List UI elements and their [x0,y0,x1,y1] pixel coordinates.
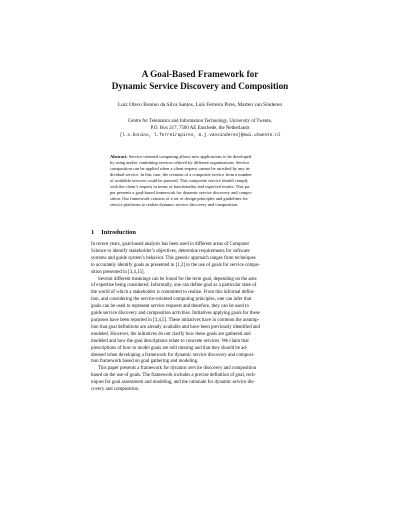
abstract-line: with the client’s request in terms of functionality and expected results. This pa- [110,184,251,190]
body-line: covery and composition. [91,387,140,393]
abstract [110,154,304,208]
title-line: A Goal-Based Framework for [141,69,259,79]
body-line: of expertise being considered. Informally, one can define goal as a particular state of [91,283,257,289]
paragraph-2 [91,277,323,367]
abstract-line: service platforms to realize dynamic service discovery and composition. [110,202,239,208]
body-line: systems and guide system’s behavior. This generic approach ranges from techniques [91,255,256,261]
body-line: to accurately identify goals as presented in [1,2] to the use of goals for service compo- [91,262,260,268]
section-heading [91,229,136,237]
abstract-line: of available services could be pursued. This composite service should comply [110,178,249,184]
abstract-line: sition. Our framework consists of a set of design principles and guidelines for [110,196,248,202]
body-line: guide service discovery and composition activities. Initiatives applying goals for these [91,311,260,317]
paragraph-3 [91,366,323,394]
abstract-line: composition can be applied when a client request cannot be satisfied by any in- [110,166,251,172]
author-list: Luiz Olavo Bonino da Silva Santos, Luís Ferreira Pires, Marten van Sinderen [117,102,283,108]
body-line: dressed when developing a framework for dynamic service discovery and composi- [91,352,255,358]
abstract-line: per presents a goal-based framework for dynamic service discovery and compo- [110,190,253,196]
body-line: tion that goal definitions are already available and have been previously identified and [91,324,260,330]
body-line: modeled. However, the initiatives do not clarify how these goals are gathered and [91,331,251,337]
abstract-text: Service-oriented computing allows new applications to be developed [128,154,252,159]
body-line: This paper presents a framework for dynamic service discovery and composition [98,366,257,372]
body-line: niques for goal assessment and modeling, and the rationale for dynamic service dis- [91,380,255,386]
body-line: purposes have been reported in [3,4,5]. These initiatives have in common the assump- [91,317,260,323]
body-line: Several different meanings can be found for the term goal, depending on the area [98,276,257,282]
body-line: Science to identify stakeholder’s objectives, determine requirements for software [91,248,250,254]
body-line: modeled and how the goal descriptions relate to concrete services. We claim that [91,338,249,344]
abstract-line: dividual service. In this case, the creation of a composite service from a number [110,172,252,178]
abstract-line: by using and/or combining services offered by different organizations. Service [110,160,250,166]
affiliation-line: Centre for Telematics and Information Technology, University of Twente, [128,119,272,124]
paper-title [60,68,340,92]
body-line: goals can be used to represent service requests and therefore, they can be used to [91,304,249,310]
abstract-label: Abstract. [110,154,128,159]
section-number: 1 [91,229,95,236]
author-emails: {l.o.bonino, l.ferreirapires, m.j.vansinderen}@ewi.utwente.nl [119,132,281,138]
body-line: tion framework based on goal gathering and modeling. [91,359,199,365]
affiliation [60,119,340,140]
body-line: based on the use of goals. The framework includes a precise definition of goal, tech- [91,373,257,379]
body-line: sition presented in [3,4,15]. [91,269,145,275]
body-line: prescriptions of how to model goals are still missing and that they should be ad- [91,345,248,351]
title-line: Dynamic Service Discovery and Composition [111,81,289,91]
body-text [91,242,323,394]
body-line: tion, and considering the service-oriented computing principles, one can infer that [91,297,252,303]
paragraph-1 [91,242,323,277]
section-title: Introduction [101,229,136,236]
body-line: In recent years, goal-based analysis has been used in different areas of Computer [91,242,250,247]
affiliation-line: P.O. Box 217, 7500 AE Enschede, the Netherlands [150,125,250,131]
body-line: the world of which a stakeholder is committed to realize. From this informal defini- [91,290,255,296]
